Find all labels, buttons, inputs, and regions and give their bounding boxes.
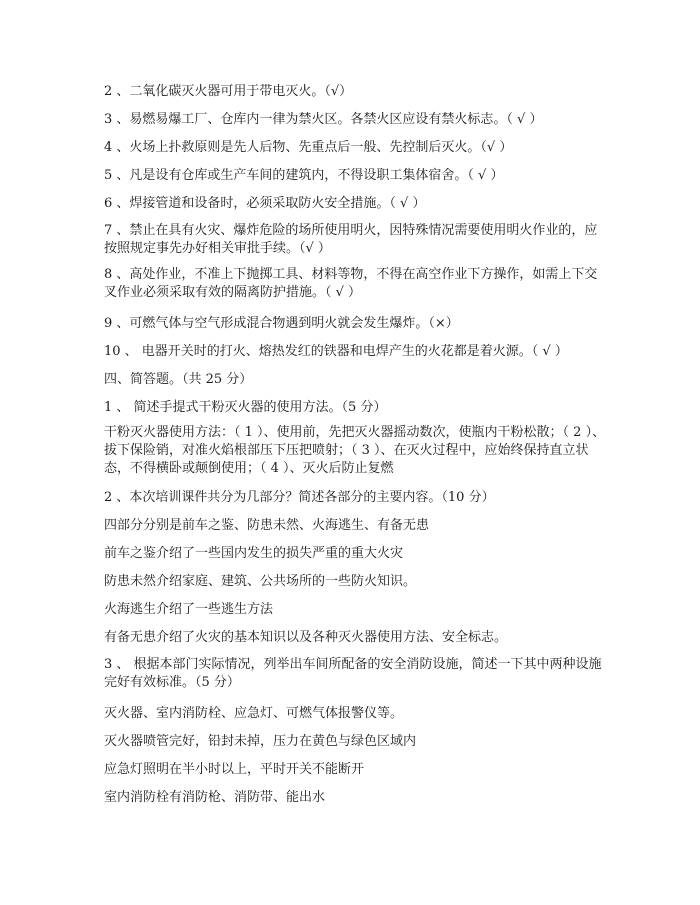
answer-2-overview: 四部分分别是前车之鉴、防患未然、火海逃生、有备无患 (104, 518, 430, 533)
judgment-item-9: 9 、可燃气体与空气形成混合物遇到明火就会发生爆炸。（×） (104, 316, 459, 331)
answer-2-part-4: 有备无患介绍了火灾的基本知识以及各种灭火器使用方法、安全标志。 (104, 630, 508, 645)
judgment-item-7: 7 、禁止在具有火灾、爆炸危险的场所使用明火，因特殊情况需要使用明火作业的，应按照规定事先办好相关审批手续。（√ ） (104, 223, 598, 256)
judgment-item-5: 5 、凡是设有仓库或生产车间的建筑内，不得设职工集体宿舍。（ √ ） (104, 168, 504, 183)
answer-2-part-2: 防患未然介绍家庭、建筑、公共场所的一些防火知识。 (104, 574, 417, 589)
judgment-item-4: 4 、火场上扑救原则是先人后物、先重点后一般、先控制后灭火。（√ ） (104, 140, 513, 155)
judgment-item-3: 3 、易燃易爆工厂、仓库内一律为禁火区。各禁火区应设有禁火标志。（ √ ） (104, 112, 543, 127)
answer-3-list: 灭火器、室内消防栓、应急灯、可燃气体报警仪等。 (104, 706, 404, 721)
section-heading: 四、简答题。（共 25 分） (104, 372, 253, 387)
judgment-item-8: 8 、高处作业，不准上下抛掷工具、材料等物，不得在高空作业下方操作，如需上下交叉作业必须采取有效的隔离防护措施。（ √ ） (104, 267, 598, 300)
answer-1: 干粉灭火器使用方法：（ 1 ）、使用前，先把灭火器摇动数次，使瓶内干粉松散；（ 2 ）、拔下保险销，对准火焰根部压下压把喷射；（ 3 ）、在灭火过程中，应始终保持直立状态，不得横卧或颠倒使用；（ 4 ）、灭火后防止复燃 (104, 425, 606, 476)
question-3: 3 、 根据本部门实际情况，列举出车间所配备的安全消防设施，简述一下其中两种设施完好有效标准。（5 分） (104, 657, 602, 690)
answer-3-extinguisher: 灭火器喷管完好，铅封未掉，压力在黄色与绿色区域内 (104, 734, 417, 749)
judgment-item-6: 6 、焊接管道和设备时，必须采取防火安全措施。（ √ ） (104, 196, 426, 211)
question-1: 1 、 简述手提式干粉灭火器的使用方法。（5 分） (104, 400, 387, 415)
judgment-item-10: 10 、 电器开关时的打火、熔热发红的铁器和电焊产生的火花都是着火源。（ √ ） (104, 344, 568, 359)
answer-2-part-1: 前车之鉴介绍了一些国内发生的损失严重的重大火灾 (104, 546, 404, 561)
answer-3-hydrant: 室内消防栓有消防枪、消防带、能出水 (104, 790, 326, 805)
answer-2-part-3: 火海逃生介绍了一些逃生方法 (104, 602, 274, 617)
answer-3-emergency-light: 应急灯照明在半小时以上，平时开关不能断开 (104, 762, 365, 777)
judgment-item-2: 2 、二氧化碳灭火器可用于带电灭火。（√） (104, 84, 353, 99)
question-2: 2 、本次培训课件共分为几部分？简述各部分的主要内容。（10 分） (104, 490, 495, 505)
